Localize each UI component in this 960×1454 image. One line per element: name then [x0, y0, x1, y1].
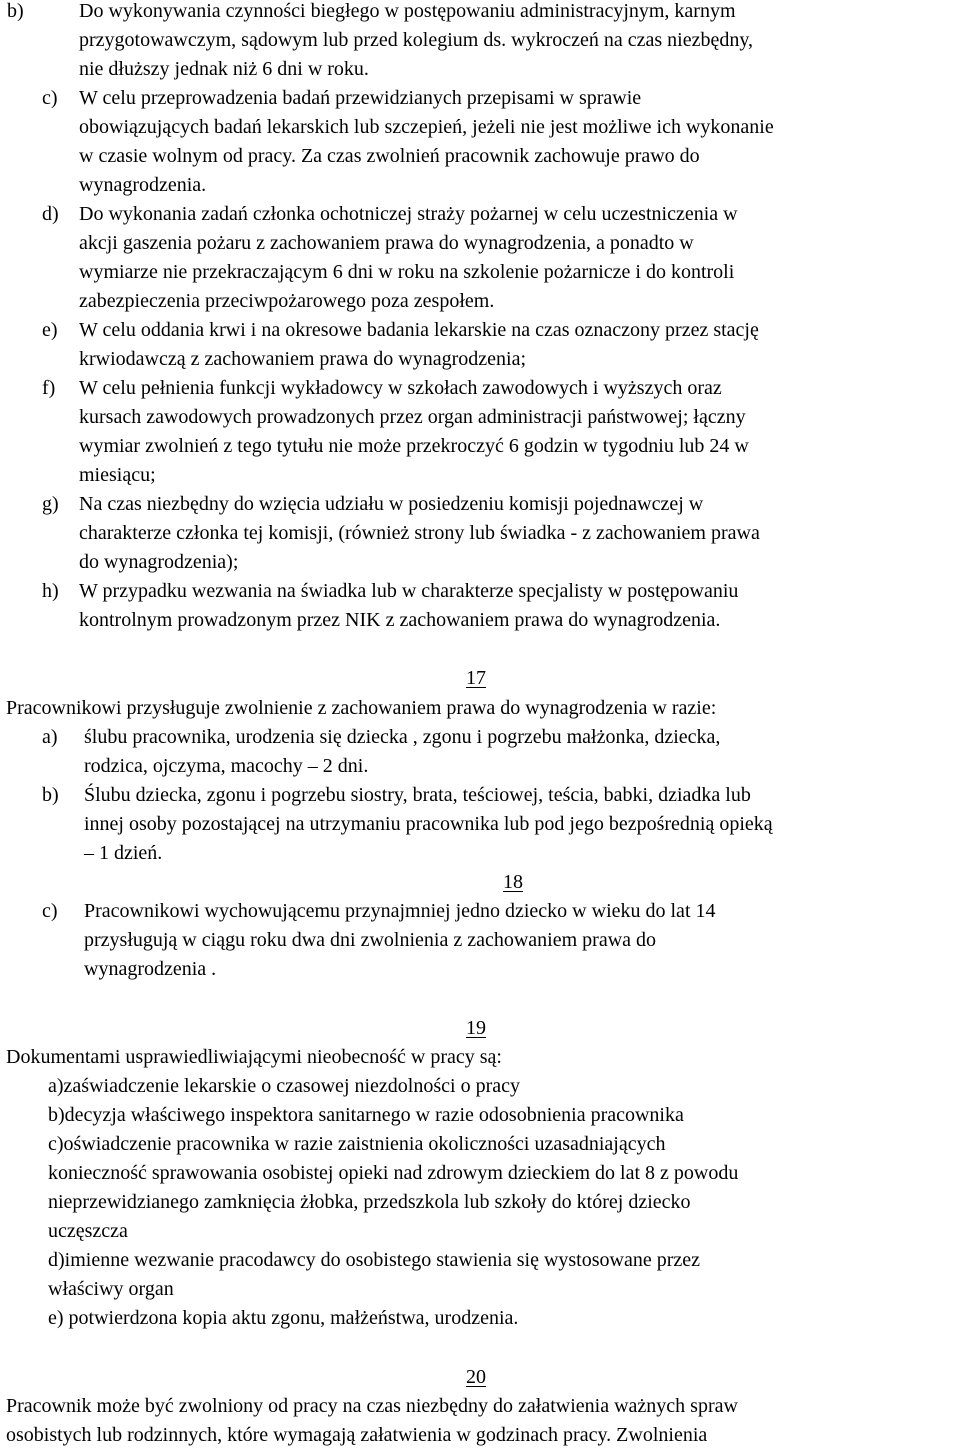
list-marker: g): [42, 493, 59, 515]
section-20-heading: 20: [466, 1366, 486, 1388]
document-list-line: a)zaświadczenie lekarskie o czasowej niezdolności o pracy: [48, 1075, 520, 1097]
list-marker: b): [42, 784, 59, 806]
list-item-line: W celu pełnienia funkcji wykładowcy w szkołach zawodowych i wyższych oraz: [79, 377, 722, 399]
list-marker: c): [42, 87, 58, 109]
list-item-line: do wynagrodzenia);: [79, 551, 239, 573]
list-item-line: wynagrodzenia.: [79, 174, 207, 196]
list-item-line: Na czas niezbędny do wzięcia udziału w posiedzeniu komisji pojednawczej w: [79, 493, 704, 515]
list-item-line: wynagrodzenia .: [84, 958, 217, 980]
list-marker: e): [42, 319, 58, 341]
document-list-line: konieczność sprawowania osobistej opieki nad zdrowym dzieckiem do lat 8 z powodu: [48, 1162, 739, 1184]
document-list-line: nieprzewidzianego zamknięcia żłobka, przedszkola lub szkoły do której dziecko: [48, 1191, 691, 1213]
list-item-line: przygotowawczym, sądowym lub przed kolegium ds. wykroczeń na czas niezbędny,: [79, 29, 754, 51]
list-item-line: innej osoby pozostającej na utrzymaniu pracownika lub pod jego bezpośrednią opieką: [84, 813, 773, 835]
list-item-line: W celu przeprowadzenia badań przewidzianych przepisami w sprawie: [79, 87, 642, 109]
list-item-line: wymiar zwolnień z tego tytułu nie może przekroczyć 6 godzin w tygodniu lub 24 w: [79, 435, 749, 457]
list-item-line: kursach zawodowych prowadzonych przez organ administracji państwowej; łączny: [79, 406, 746, 428]
list-item-line: obowiązujących badań lekarskich lub szczepień, jeżeli nie jest możliwe ich wykonanie: [79, 116, 774, 138]
document-list-line: właściwy organ: [48, 1278, 174, 1300]
list-item-line: nie dłuższy jednak niż 6 dni w roku.: [79, 58, 369, 80]
document-list-line: d)imienne wezwanie pracodawcy do osobistego stawienia się wystosowane przez: [48, 1249, 701, 1271]
list-item-line: Do wykonania zadań członka ochotniczej straży pożarnej w celu uczestniczenia w: [79, 203, 738, 225]
document-list-line: b)decyzja właściwego inspektora sanitarnego w razie odosobnienia pracownika: [48, 1104, 684, 1126]
list-item-line: miesiącu;: [79, 464, 156, 486]
list-item-line: W celu oddania krwi i na okresowe badania lekarskie na czas oznaczony przez stację: [79, 319, 759, 341]
document-list-line: uczęszcza: [48, 1220, 128, 1242]
list-item-line: rodzica, ojczyma, macochy – 2 dni.: [84, 755, 369, 777]
list-item-line: Pracownikowi wychowującemu przynajmniej jedno dziecko w wieku do lat 14: [84, 900, 716, 922]
section-17-heading: 17: [466, 667, 486, 689]
section-19-intro: Dokumentami usprawiedliwiającymi nieobecność w pracy są:: [6, 1046, 502, 1068]
list-item-line: w czasie wolnym od pracy. Za czas zwolnień pracownik zachowuje prawo do: [79, 145, 700, 167]
list-item-line: akcji gaszenia pożaru z zachowaniem prawa do wynagrodzenia, a ponadto w: [79, 232, 694, 254]
section-17-intro: Pracownikowi przysługuje zwolnienie z zachowaniem prawa do wynagrodzenia w razie:: [6, 697, 717, 719]
list-item-line: charakterze członka tej komisji, (również strony lub świadka - z zachowaniem prawa: [79, 522, 760, 544]
list-item-line: Ślubu dziecka, zgonu i pogrzebu siostry, brata, teściowej, teścia, babki, dziadka lub: [84, 784, 751, 806]
list-item-line: zabezpieczenia przeciwpożarowego poza zespołem.: [79, 290, 495, 312]
list-item-line: Do wykonywania czynności biegłego w postępowaniu administracyjnym, karnym: [79, 0, 736, 22]
list-item-line: przysługują w ciągu roku dwa dni zwolnienia z zachowaniem prawa do: [84, 929, 657, 951]
list-item-line: – 1 dzień.: [84, 842, 163, 864]
section-18-heading: 18: [503, 871, 523, 893]
list-marker: d): [42, 203, 59, 225]
list-marker: f): [42, 377, 56, 399]
list-marker: c): [42, 900, 58, 922]
list-item-line: ślubu pracownika, urodzenia się dziecka , zgonu i pogrzebu małżonka, dziecka,: [84, 726, 721, 748]
document-list-line: e) potwierdzona kopia aktu zgonu, małżeństwa, urodzenia.: [48, 1307, 519, 1329]
document-list-line: c)oświadczenie pracownika w razie zaistnienia okoliczności uzasadniających: [48, 1133, 666, 1155]
list-marker: a): [42, 726, 58, 748]
list-item-line: kontrolnym prowadzonym przez NIK z zachowaniem prawa do wynagrodzenia.: [79, 609, 721, 631]
section-19-heading: 19: [466, 1017, 486, 1039]
list-marker: b): [7, 0, 24, 22]
list-item-line: W przypadku wezwania na świadka lub w charakterze specjalisty w postępowaniu: [79, 580, 739, 602]
list-item-line: krwiodawczą z zachowaniem prawa do wynagrodzenia;: [79, 348, 527, 370]
list-item-line: wymiarze nie przekraczającym 6 dni w roku na szkolenie pożarnicze i do kontroli: [79, 261, 735, 283]
paragraph-line: osobistych lub rodzinnych, które wymagają załatwienia w godzinach pracy. Zwolnienia: [6, 1424, 708, 1446]
paragraph-line: Pracownik może być zwolniony od pracy na czas niezbędny do załatwienia ważnych spraw: [6, 1395, 738, 1417]
list-marker: h): [42, 580, 59, 602]
